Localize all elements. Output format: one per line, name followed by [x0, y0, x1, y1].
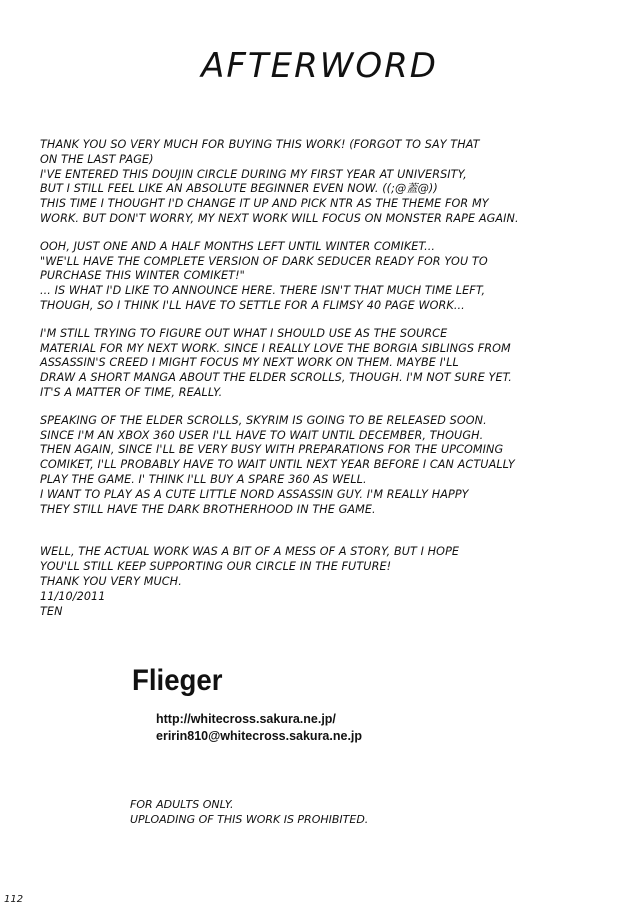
closing-paragraph — [40, 545, 625, 619]
text-line: THEY STILL HAVE THE DARK BROTHERHOOD IN THE GAME. — [40, 502, 376, 516]
text-line: WELL, THE ACTUAL WORK WAS A BIT OF A MESS OF A STORY, BUT I HOPE — [40, 545, 460, 559]
text-line: PLAY THE GAME. I' THINK I'LL BUY A SPARE 360 AS WELL. — [40, 472, 367, 486]
text-line: DRAW A SHORT MANGA ABOUT THE ELDER SCROLLS, THOUGH. I'M NOT SURE YET. — [40, 371, 512, 385]
text-line: PURCHASE THIS WINTER COMIKET!" — [40, 269, 245, 283]
text-line: WORK. BUT DON'T WORRY, MY NEXT WORK WILL FOCUS ON MONSTER RAPE AGAIN. — [40, 211, 519, 225]
text-line: ASSASSIN'S CREED I MIGHT FOCUS MY NEXT WORK ON THEM. MAYBE I'LL — [40, 356, 459, 370]
text-line: I'VE ENTERED THIS DOUJIN CIRCLE DURING MY FIRST YEAR AT UNIVERSITY, — [40, 167, 467, 181]
website-url: http://whitecross.sakura.ne.jp/ — [156, 712, 336, 726]
text-line: THOUGH, SO I THINK I'LL HAVE TO SETTLE FOR A FLIMSY 40 PAGE WORK... — [40, 298, 465, 312]
email-address: eririn810@whitecross.sakura.ne.jp — [156, 729, 363, 743]
text-line: THEN AGAIN, SINCE I'LL BE VERY BUSY WITH PREPARATIONS FOR THE UPCOMING — [40, 443, 504, 457]
notice-line: FOR ADULTS ONLY. — [130, 798, 234, 811]
text-line: ON THE LAST PAGE) — [40, 152, 154, 166]
text-line: SPEAKING OF THE ELDER SCROLLS, SKYRIM IS GOING TO BE RELEASED SOON. — [40, 413, 487, 427]
page-number: 112 — [4, 894, 24, 905]
circle-name: Flieger — [132, 664, 223, 697]
notice-line: UPLOADING OF THIS WORK IS PROHIBITED. — [130, 813, 369, 826]
paragraph-3 — [40, 327, 625, 401]
legal-notice — [130, 797, 368, 827]
text-line: THANK YOU VERY MUCH. — [40, 574, 182, 588]
text-line: ... IS WHAT I'D LIKE TO ANNOUNCE HERE. THERE ISN'T THAT MUCH TIME LEFT, — [40, 284, 486, 298]
page-title: AFTERWORD — [201, 46, 438, 86]
contact-info — [156, 711, 362, 745]
text-line: YOU'LL STILL KEEP SUPPORTING OUR CIRCLE IN THE FUTURE! — [40, 560, 392, 574]
text-line: MATERIAL FOR MY NEXT WORK. SINCE I REALLY LOVE THE BORGIA SIBLINGS FROM — [40, 341, 511, 355]
paragraph-2 — [40, 240, 625, 314]
text-line: BUT I STILL FEEL LIKE AN ABSOLUTE BEGINNER EVEN NOW. ((;@蓋@)) — [40, 182, 438, 196]
text-line: COMIKET, I'LL PROBABLY HAVE TO WAIT UNTIL NEXT YEAR BEFORE I CAN ACTUALLY — [40, 458, 515, 472]
text-line: I'M STILL TRYING TO FIGURE OUT WHAT I SHOULD USE AS THE SOURCE — [40, 326, 448, 340]
paragraph-4 — [40, 414, 625, 518]
paragraph-1 — [40, 138, 625, 227]
text-line: I WANT TO PLAY AS A CUTE LITTLE NORD ASSASSIN GUY. I'M REALLY HAPPY — [40, 487, 469, 501]
text-line: OOH, JUST ONE AND A HALF MONTHS LEFT UNTIL WINTER COMIKET... — [40, 239, 436, 253]
text-line: THIS TIME I THOUGHT I'D CHANGE IT UP AND PICK NTR AS THE THEME FOR MY — [40, 197, 489, 211]
text-line: THANK YOU SO VERY MUCH FOR BUYING THIS WORK! (FORGOT TO SAY THAT — [40, 138, 480, 151]
text-line: "WE'LL HAVE THE COMPLETE VERSION OF DARK SEDUCER READY FOR YOU TO — [40, 254, 488, 268]
date: 11/10/2011 — [40, 589, 106, 603]
afterword-body — [40, 138, 625, 632]
text-line: IT'S A MATTER OF TIME, REALLY. — [40, 385, 223, 399]
signature: TEN — [40, 604, 63, 618]
text-line: SINCE I'M AN XBOX 360 USER I'LL HAVE TO WAIT UNTIL DECEMBER, THOUGH. — [40, 428, 484, 442]
